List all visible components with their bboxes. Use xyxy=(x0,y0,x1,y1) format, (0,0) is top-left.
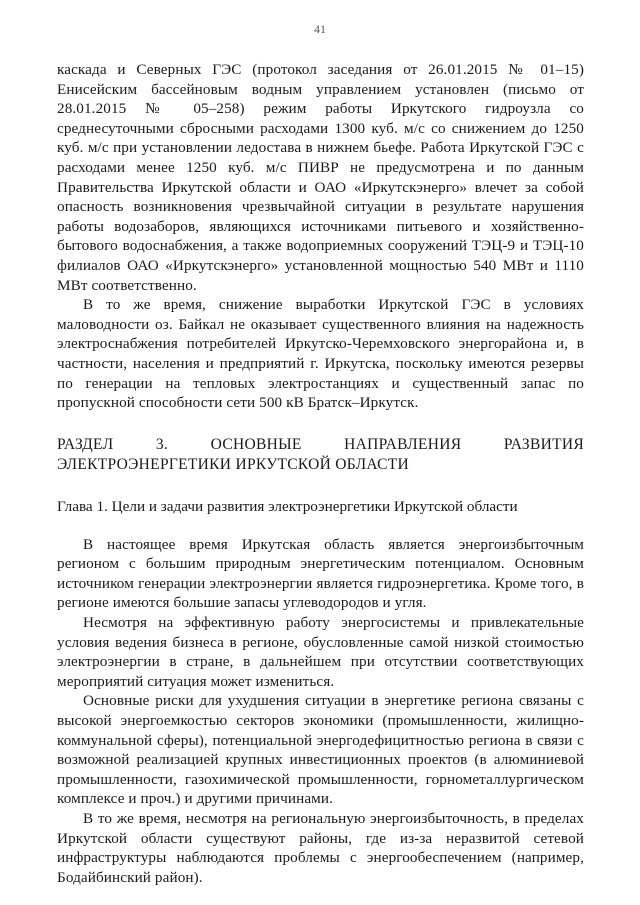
chapter-body xyxy=(57,535,584,888)
paragraph-continuation: каскада и Северных ГЭС (протокол заседания от 26.01.2015 № 01–15) Енисейским бассейновым водным управлением установлен (письмо от 28.01.2015 № 05–258) режим работы Иркутского гидроузла со среднесуточными сбросными расходами 1300 куб. м/с со снижением до 1250 куб. м/с при установлении ледостава в нижнем бьефе. Работа Иркутской ГЭС с расходами менее 1250 куб. м/с ПИВР не предусмотрена и по данным Правительства Иркутской области и ОАО «Иркутскэнерго» влечет за собой опасность возникновения чрезвычайной ситуации в результате нарушения работы водозаборов, являющихся источниками питьевого и хозяйственно-бытового водоснабжения, а также водоприемных сооружений ТЭЦ-9 и ТЭЦ-10 филиалов ОАО «Иркутскэнерго» установленной мощностью 540 МВт и 1110 МВт соответственно. xyxy=(57,61,584,294)
chapter-heading: Глава 1. Цели и задачи развития электроэнергетики Иркутской области xyxy=(57,497,518,515)
paragraph-energy-surplus: В настоящее время Иркутская область является энергоизбыточным регионом с большим природным энергетическим потенциалом. Основным источником генерации электроэнергии является гидроэнергетика. Кроме того, в регионе имеются большие запасы углеводородов и угля. xyxy=(57,535,584,612)
paragraph-business-conditions: Несмотря на эффективную работу энергосистемы и привлекательные условия ведения бизнеса в регионе, обусловленные самой низкой стоимостью электроэнергии в стране, в дальнейшем при отсутствии соответствующих мероприятий ситуация может измениться. xyxy=(57,614,584,690)
paragraph-baikal: В то же время, снижение выработки Иркутской ГЭС в условиях маловодности оз. Байкал не оказывает существенного влияния на надежность электроснабжения потребителей Иркутско-Черемховского энергорайона и, в частности, населения и предприятий г. Иркутска, поскольку имеются резервы по генерации на тепловых электростанциях и существенный запас по пропускной способности сети 500 кВ Братск–Иркутск. xyxy=(57,296,584,412)
section-heading: РАЗДЕЛ 3. ОСНОВНЫЕ НАПРАВЛЕНИЯ РАЗВИТИЯ ЭЛЕКТРОЭНЕРГЕТИКИ ИРКУТСКОЙ ОБЛАСТИ xyxy=(57,435,584,473)
document-body xyxy=(57,60,584,887)
paragraph-main-risks: Основные риски для ухудшения ситуации в энергетике региона связаны с высокой энергоемкостью секторов экономики (промышленности, жилищно-коммунальной сферы), потенциальной энергодефицитностью региона в связи с возможной реализацией крупных инвестиционных проектов (в алюминиевой промышленности, газохимической промышленности, горнометаллургическом комплексе и проч.) и другими причинами. xyxy=(57,692,584,808)
page-number: 41 xyxy=(314,22,326,36)
paragraph-problem-districts: В то же время, несмотря на региональную энергоизбыточность, в пределах Иркутской области существуют районы, где из-за неразвитой сетевой инфраструктуры наблюдаются проблемы с энергообеспечением (например, Бодайбинский район). xyxy=(57,810,584,886)
